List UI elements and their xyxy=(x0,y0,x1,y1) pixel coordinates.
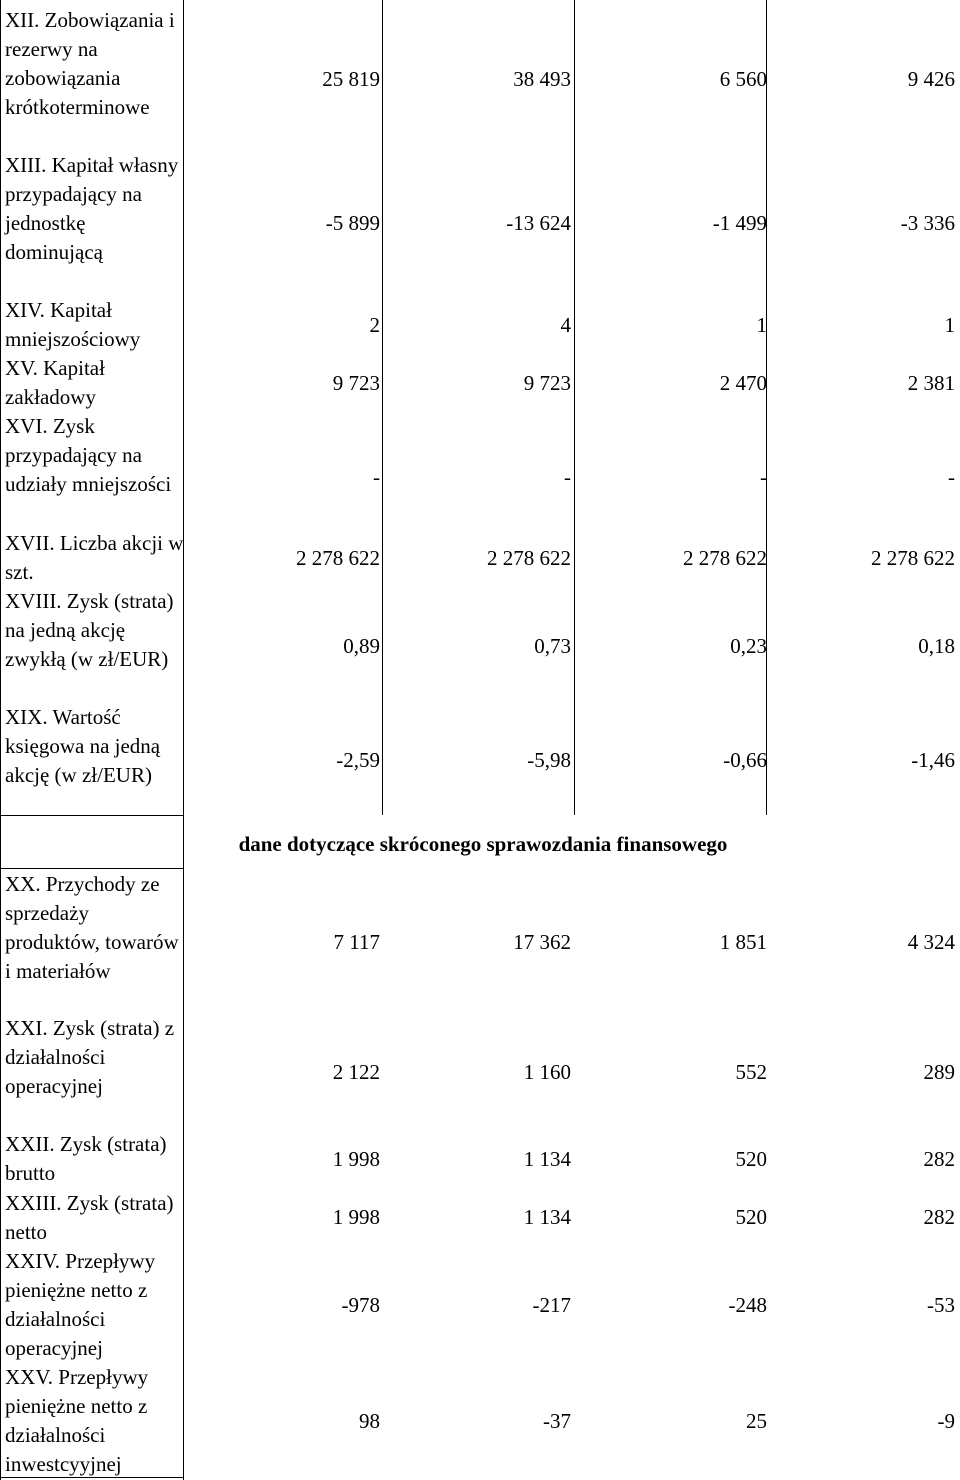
value-cell: - xyxy=(373,465,380,489)
value-cell: -9 xyxy=(937,1409,955,1433)
value-cell: 1 xyxy=(944,313,955,337)
value-cell: 2 278 622 xyxy=(683,546,767,570)
value-cell: 6 560 xyxy=(719,67,767,91)
value-cell: -53 xyxy=(927,1293,955,1317)
value-cell: 0,23 xyxy=(730,634,767,658)
value-cell: 17 362 xyxy=(513,930,571,954)
row-label: XVI. Zysk przypadający na udziały mniejszości xyxy=(5,414,172,496)
value-cell: 2 381 xyxy=(907,371,955,395)
column-divider-3 xyxy=(766,0,767,815)
value-cell: -13 624 xyxy=(506,211,571,235)
value-cell: 2 278 622 xyxy=(871,546,955,570)
value-cell: 9 723 xyxy=(332,371,380,395)
value-cell: 2 470 xyxy=(719,371,767,395)
value-cell: 1 160 xyxy=(523,1060,571,1084)
row-label: XIV. Kapitał mniejszościowy xyxy=(5,298,141,351)
value-cell: -5 899 xyxy=(325,211,380,235)
value-cell: -37 xyxy=(543,1409,571,1433)
value-cell: 4 324 xyxy=(907,930,955,954)
value-cell: -0,66 xyxy=(723,748,767,772)
value-cell: 7 117 xyxy=(333,930,380,954)
value-cell: - xyxy=(564,465,571,489)
value-cell: 520 xyxy=(735,1147,767,1171)
row-label: XXIII. Zysk (strata) netto xyxy=(5,1191,174,1244)
table-border-left xyxy=(0,0,1,1480)
row-label: XVII. Liczba akcji w szt. xyxy=(5,531,184,584)
value-cell: 289 xyxy=(923,1060,955,1084)
value-cell: -3 336 xyxy=(900,211,955,235)
value-cell: 1 134 xyxy=(523,1147,571,1171)
row-label: XXIV. Przepływy pieniężne netto z działalności operacyjnej xyxy=(5,1249,156,1360)
row-label: XXII. Zysk (strata) brutto xyxy=(5,1132,167,1185)
value-cell: 282 xyxy=(923,1147,955,1171)
value-cell: -217 xyxy=(532,1293,571,1317)
value-cell: 520 xyxy=(735,1205,767,1229)
column-divider-1 xyxy=(382,0,383,815)
value-cell: 2 122 xyxy=(332,1060,380,1084)
row-label: XIII. Kapitał własny przypadający na jednostkę dominującą xyxy=(5,153,179,264)
value-cell: 0,18 xyxy=(918,634,955,658)
row-label: XX. Przychody ze sprzedaży produktów, towarów i materiałów xyxy=(5,872,179,983)
value-cell: 0,89 xyxy=(343,634,380,658)
value-cell: -1,46 xyxy=(911,748,955,772)
value-cell: 1 998 xyxy=(332,1147,380,1171)
value-cell: -5,98 xyxy=(527,748,571,772)
value-cell: - xyxy=(760,465,767,489)
value-cell: 9 426 xyxy=(907,67,955,91)
value-cell: 2 278 622 xyxy=(487,546,571,570)
row-label: XXV. Przepływy pieniężne netto z działalności inwestcyyjnej xyxy=(5,1365,149,1476)
value-cell: 1 998 xyxy=(332,1205,380,1229)
value-cell: -978 xyxy=(341,1293,380,1317)
value-cell: 98 xyxy=(359,1409,380,1433)
value-cell: -1 499 xyxy=(712,211,767,235)
section-title: dane dotyczące skróconego sprawozdania finansowego xyxy=(238,832,728,856)
value-cell: 4 xyxy=(560,313,571,337)
value-cell: 25 xyxy=(746,1409,767,1433)
value-cell: 0,73 xyxy=(534,634,571,658)
value-cell: 1 xyxy=(756,313,767,337)
value-cell: -2,59 xyxy=(336,748,380,772)
value-cell: 38 493 xyxy=(513,67,571,91)
section-divider-bottom xyxy=(0,868,183,869)
row-label: XIX. Wartość księgowa na jedną akcję (w zł/EUR) xyxy=(5,705,161,787)
value-cell: 552 xyxy=(735,1060,767,1084)
row-label: XVIII. Zysk (strata) na jedną akcję zwykłą (w zł/EUR) xyxy=(5,589,174,671)
value-cell: 2 xyxy=(369,313,380,337)
value-cell: 1 851 xyxy=(719,930,767,954)
value-cell: 1 134 xyxy=(523,1205,571,1229)
value-cell: - xyxy=(948,465,955,489)
column-divider-2 xyxy=(574,0,575,815)
section-divider-top xyxy=(0,815,183,816)
value-cell: 25 819 xyxy=(322,67,380,91)
value-cell: -248 xyxy=(728,1293,767,1317)
value-cell: 2 278 622 xyxy=(296,546,380,570)
row-label: XII. Zobowiązania i rezerwy na zobowiązania krótkoterminowe xyxy=(5,8,175,119)
value-cell: 282 xyxy=(923,1205,955,1229)
row-label: XXI. Zysk (strata) z działalności operacyjnej xyxy=(5,1016,175,1098)
value-cell: 9 723 xyxy=(523,371,571,395)
row-label: XV. Kapitał zakładowy xyxy=(5,356,105,409)
